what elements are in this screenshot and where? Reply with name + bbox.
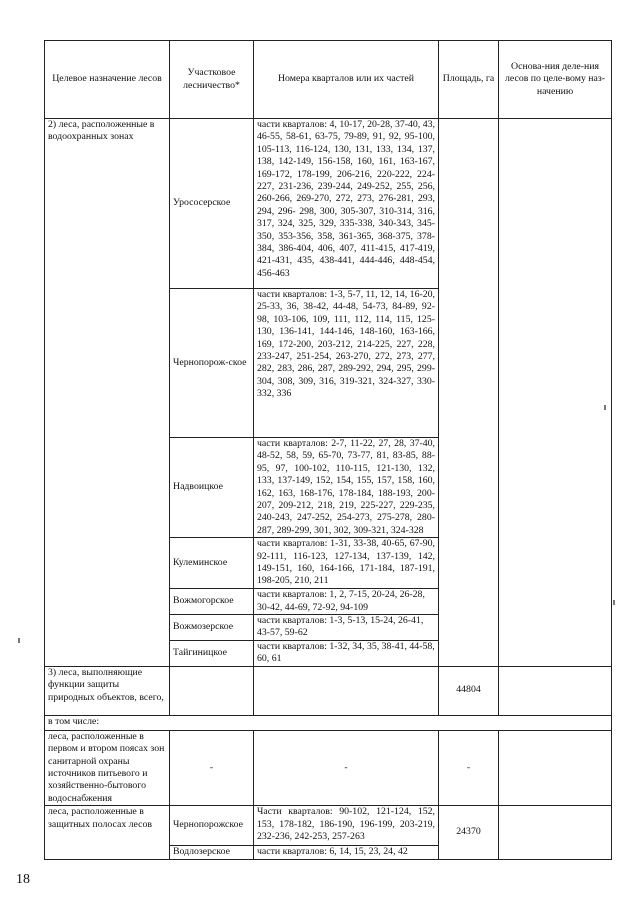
table-row [45, 730, 612, 805]
header-purpose: Целевое назначение лесов [45, 41, 170, 119]
basis-cell [499, 666, 612, 715]
forest-purpose-table [44, 40, 612, 860]
page-number: 18 [16, 872, 30, 887]
forestry-name: Вожмозерское [170, 615, 254, 641]
forestry-name: Надвоицкое [170, 438, 254, 538]
forestry-name: Урососерское [170, 119, 254, 289]
area-cell [439, 119, 499, 667]
basis-cell [499, 730, 612, 805]
including-label: в том числе: [45, 715, 612, 730]
quarters-list: части кварталов: 1-32, 34, 35, 38-41, 44-58, 60, 61 [254, 640, 439, 666]
forestry-name: Чернопорожское [170, 806, 254, 846]
table-row [45, 715, 612, 730]
forestry-name: Кулеминское [170, 538, 254, 589]
quarters-list: части кварталов: 4, 10-17, 20-28, 37-40, 43, 46-55, 58-61, 63-75, 79-89, 91, 92, 95-100, 105-113, 116-124, 130, 131, 133, 134, 137, 138, 142-149, 156-158, 160, 161, 163-167, 169-172, 178-199, 206-216, 220-222, 224-227, 231-236, 239-244, 249-252, 255, 256, 260-266, 269-270, 272, 273, 276-281, 293, 294, 296- 298, 300, 305-307, 310-314, 316, 317, 324, 325, 329, 335-338, 340-343, 345-350, 353-356, 358, 361-365, 368-375, 378-384, 386-404, 406, 407, 411-415, 417-419, 421-431, 435, 438-441, 444-446, 448-454, 456-463 [254, 119, 439, 289]
area-value: 44804 [439, 666, 499, 715]
quarters-cell [254, 666, 439, 715]
area-dash: - [439, 730, 499, 805]
header-basis: Основа-ния деле-ния лесов по целе-вому наз-начению [499, 41, 612, 119]
scan-mark [613, 600, 615, 605]
scan-mark [604, 405, 606, 410]
table-header-row [45, 41, 612, 119]
purpose-natural-objects: 3) леса, выполняющие функции защиты природных объектов, всего, [45, 666, 170, 715]
purpose-protective-strips: леса, расположенные в защитных полосах лесов [45, 806, 170, 859]
table-row [45, 806, 612, 846]
basis-cell [499, 806, 612, 859]
quarters-list: части кварталов: 1-31, 33-38, 40-65, 67-90, 92-111, 116-123, 127-134, 137-139, 142, 149-151, 160, 164-166, 171-184, 187-191, 198-205, 210, 211 [254, 538, 439, 589]
quarters-list: части кварталов: 6, 14, 15, 23, 24, 42 [254, 846, 439, 859]
forestry-name: Водлозерское [170, 846, 254, 859]
purpose-sanitary-zones: леса, расположенные в первом и втором поясах зон санитарной охраны источников питьевого и хозяйственно-бытового водоснабжения [45, 730, 170, 805]
quarters-list: части кварталов: 1, 2, 7-15, 20-24, 26-28, 30-42, 44-69, 72-92, 94-109 [254, 589, 439, 615]
basis-cell [499, 119, 612, 667]
header-area: Площадь, га [439, 41, 499, 119]
table-row [45, 666, 612, 715]
header-quarters: Номера кварталов или их частей [254, 41, 439, 119]
forestry-name: Вожмогорское [170, 589, 254, 615]
quarters-list: части кварталов: 1-3, 5-7, 11, 12, 14, 16-20, 25-33, 36, 38-42, 44-48, 54-73, 84-89, 92-98, 103-106, 109, 111, 112, 114, 115, 125-130, 136-141, 144-146, 148-160, 163-166, 169, 172-200, 203-212, 214-225, 227, 228, 233-247, 251-254, 263-270, 272, 273, 277, 282, 283, 286, 287, 289-292, 294, 295, 299-304, 308, 309, 316, 319-321, 324-327, 330-332, 336 [254, 289, 439, 438]
forestry-dash: - [170, 730, 254, 805]
quarters-list: части кварталов: 1-3, 5-13, 15-24, 26-41, 43-57, 59-62 [254, 615, 439, 641]
quarters-list: Части кварталов: 90-102, 121-124, 152, 153, 178-182, 186-190, 196-199, 203-219, 232-236, 242-253, 257-263 [254, 806, 439, 846]
header-forestry: Участковое лесничество* [170, 41, 254, 119]
area-value: 24370 [439, 806, 499, 859]
forestry-name: Чернопорож-ское [170, 289, 254, 438]
forestry-name: Тайгиницкое [170, 640, 254, 666]
forestry-cell [170, 666, 254, 715]
table-row [45, 119, 612, 289]
purpose-water-protection: 2) леса, расположенные в водоохранных зонах [45, 119, 170, 667]
quarters-dash: - [254, 730, 439, 805]
quarters-list: части кварталов: 2-7, 11-22, 27, 28, 37-40, 48-52, 58, 59, 65-70, 73-77, 81, 83-85, 88-95, 97, 100-102, 110-115, 121-130, 132, 133, 137-149, 152, 154, 155, 157, 158, 160, 162, 163, 168-176, 178-184, 188-193, 200-207, 209-212, 218, 219, 225-227, 229-235, 240-243, 247-252, 254-273, 275-278, 280-287, 289-299, 301, 302, 309-321, 324-328 [254, 438, 439, 538]
scan-mark [18, 638, 20, 643]
